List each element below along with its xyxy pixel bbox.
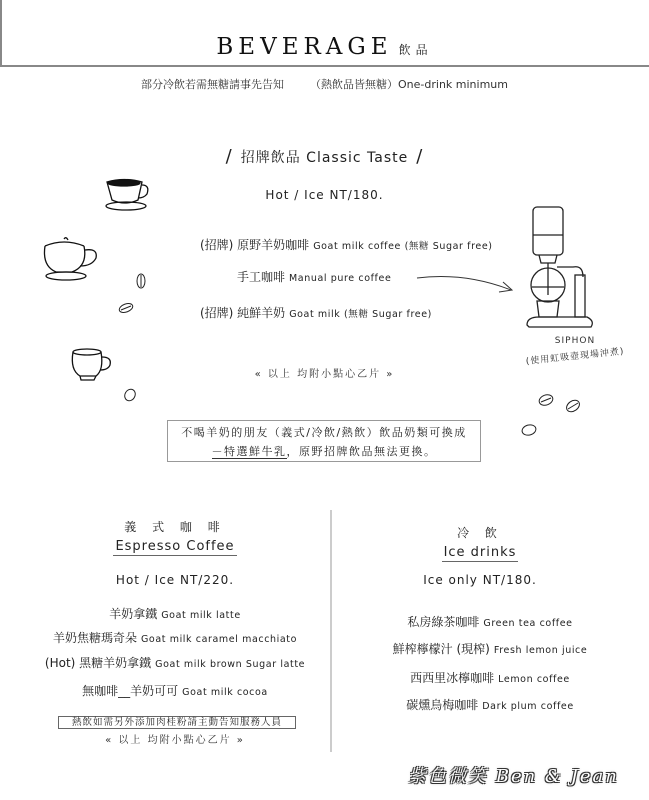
coffee-bean-icon [565, 398, 581, 414]
coffee-bean-icon [136, 273, 146, 289]
item-en: Lemon coffee [498, 674, 570, 685]
siphon-label [520, 336, 630, 368]
milk-substitution-notice [167, 420, 481, 462]
column-divider [330, 510, 332, 752]
item-en: Green tea coffee [483, 618, 573, 629]
ice-title-zh: 冷 飲 [457, 526, 503, 540]
ice-price: Ice only NT/180. [423, 573, 537, 587]
notice-line-2 [168, 442, 480, 461]
item-zh: (招牌) 純鮮羊奶 [200, 306, 286, 320]
item-zh: 羊奶焦糖瑪奇朵 [52, 631, 137, 645]
item-zh: 鮮榨檸檬汁 (現榨) [392, 642, 490, 656]
classic-item [237, 268, 391, 285]
siphon-subtitle: (使用虹吸壺現場沖煮) [525, 346, 625, 368]
item-en: Goat milk caramel macchiato [140, 634, 298, 645]
espresso-header [20, 518, 330, 556]
latte-cup-icon [42, 236, 102, 282]
item-en: Goat milk (無糖 Sugar free) [289, 309, 432, 320]
slash-right: / [416, 146, 424, 167]
espresso-title-zh: 義 式 咖 啡 [124, 520, 226, 534]
ice-item [340, 696, 640, 713]
title-en: BEVERAGE [216, 34, 393, 60]
item-zh: 西西里冰檸咖啡 [410, 671, 495, 685]
coffee-bean-icon [123, 388, 137, 402]
notice-line-1: 不喝羊奶的朋友（義式/冷飲/熱飲）飲品奶類可換成 [181, 426, 467, 439]
notice-rest: ，原野招牌飲品無法更換。 [286, 445, 437, 458]
coffee-bean-icon [521, 423, 537, 437]
coffee-bean-icon [118, 302, 134, 314]
espresso-title-en: Espresso Coffee [115, 539, 235, 554]
item-zh: 無咖啡__羊奶可可 [82, 684, 179, 698]
page-title [0, 34, 649, 60]
notice-right: （熱飲品皆無糖）One-drink minimum [310, 78, 508, 91]
espresso-item [20, 629, 330, 646]
item-en: Goat milk brown Sugar latte [155, 659, 306, 670]
item-en: Goat milk coffee (無糖 Sugar free) [313, 241, 493, 252]
coffee-cup-icon [100, 178, 152, 212]
item-en: Manual pure coffee [289, 273, 392, 284]
notice-line [0, 76, 649, 92]
classic-title: 招牌飲品 Classic Taste [240, 150, 409, 166]
classic-section-title [0, 146, 649, 167]
ice-item [340, 613, 640, 630]
item-en: Goat milk cocoa [182, 687, 268, 698]
item-zh: (Hot) 黑糖羊奶拿鐵 [44, 656, 152, 670]
item-zh: 私房綠茶咖啡 [407, 615, 480, 629]
classic-snack-note: « 以上 均附小點心乙片 » [254, 369, 395, 380]
item-en: Fresh lemon juice [493, 645, 588, 656]
item-en: Dark plum coffee [482, 701, 574, 712]
notice-underlined: －特選鮮牛乳 [211, 445, 287, 458]
espresso-item [20, 654, 330, 671]
item-zh: (招牌) 原野羊奶咖啡 [200, 238, 310, 252]
classic-price: Hot / Ice NT/180. [265, 188, 384, 202]
classic-item [200, 304, 432, 321]
item-zh: 手工咖啡 [237, 270, 286, 284]
siphon-icon [525, 205, 600, 330]
espresso-item [20, 682, 330, 699]
arrow-icon [415, 270, 515, 300]
espresso-item [20, 605, 330, 622]
ice-item [340, 640, 640, 657]
item-zh: 羊奶拿鐵 [109, 607, 158, 621]
ice-item [340, 669, 640, 686]
item-zh: 碳燻烏梅咖啡 [406, 698, 479, 712]
slash-left: / [225, 146, 233, 167]
siphon-title: SIPHON [554, 336, 596, 346]
notice-left: 部分冷飲若需無糖請事先告知 [141, 78, 285, 91]
cinnamon-notice: 熱飲如需另外添加肉桂粉請主動告知服務人員 [58, 716, 296, 729]
espresso-price: Hot / Ice NT/220. [115, 573, 235, 587]
espresso-snack-note: « 以上 均附小點心乙片 » [105, 735, 245, 746]
ice-title-en: Ice drinks [443, 545, 517, 560]
classic-item [200, 236, 493, 253]
watermark: 紫色微笑 Ben & Jean [408, 766, 619, 787]
coffee-bean-icon [538, 393, 554, 407]
item-en: Goat milk latte [161, 610, 241, 621]
espresso-cup-icon [70, 348, 120, 384]
frame-bottom-border [0, 65, 649, 67]
title-zh: 飲品 [398, 43, 433, 57]
ice-header [340, 524, 620, 562]
